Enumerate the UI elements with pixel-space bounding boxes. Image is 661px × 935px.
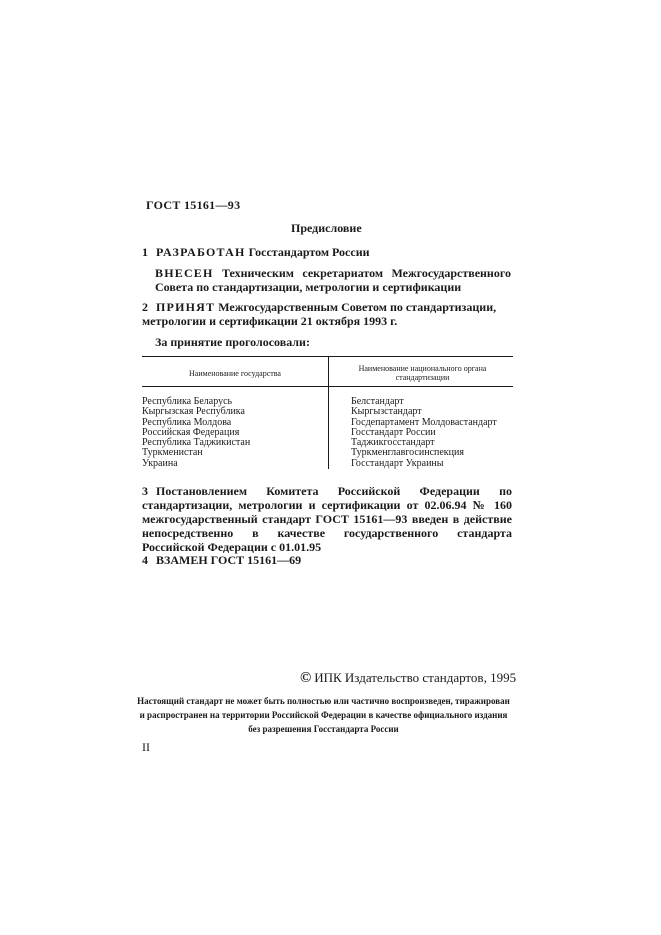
item-label: ВНЕСЕН — [155, 266, 214, 280]
item-label: РАЗРАБОТАН — [156, 245, 246, 259]
table-header-state: Наименование государства — [189, 369, 281, 378]
copyright-text: ИПК Издательство стандартов, 1995 — [314, 670, 517, 685]
table-cell-state: Украина — [142, 457, 178, 469]
page-number: II — [142, 740, 150, 754]
copyright-icon: © — [300, 670, 312, 686]
table-column-bodies — [351, 397, 497, 469]
table-cell-state: Туркменистан — [142, 447, 203, 459]
item-number: 2 — [142, 300, 148, 314]
item-developed — [142, 245, 370, 260]
table-header-body: Наименование национального органа стандартизации — [358, 364, 487, 382]
table-cell-body: Белстандарт — [351, 396, 404, 407]
item-number: 1 — [142, 245, 148, 259]
table-cell-body: Госстандарт Украины — [351, 457, 444, 469]
item-label: ПРИНЯТ — [156, 300, 216, 314]
item-text: Межгосударственным Советом по стандартизации, метрологии и сертификации 21 октября 1993 г. — [142, 300, 497, 328]
table-cell-state: Кыргызская Республика — [142, 406, 245, 418]
item-adopted — [142, 300, 512, 328]
table-cell-body: Туркменглавгосинспекция — [351, 447, 464, 459]
foreword-title: Предисловие — [291, 221, 362, 235]
table-column-divider — [328, 356, 329, 469]
reproduction-notice: Настоящий стандарт не может быть полностью или частично воспроизведен, тиражирован и распространен на территории Российской Федерации в качестве официального издания без разрешения Госстандарта России — [137, 696, 510, 734]
table-cell-body: Таджикгосстандарт — [351, 437, 435, 449]
item-enacted — [142, 484, 512, 554]
item-text: Техническим секретариатом Межгосударственного Совета по стандартизации, метрологии и сертификации — [155, 266, 511, 294]
item-replaces — [142, 553, 301, 568]
copyright-line — [300, 670, 516, 687]
table-column-states — [142, 397, 250, 469]
item-text: Госстандартом России — [245, 245, 370, 259]
table-cell-body: Госдепартамент Молдовастандарт — [351, 416, 497, 428]
item-text: ВЗАМЕН ГОСТ 15161—69 — [156, 553, 302, 567]
voted-heading: За принятие проголосовали: — [155, 335, 310, 349]
table-cell-state: Республика Молдова — [142, 416, 232, 428]
table-cell-state: Республика Таджикистан — [142, 437, 251, 449]
table-cell-state: Российская Федерация — [142, 426, 240, 438]
item-number: 4 — [142, 553, 148, 567]
table-cell-body: Кыргызстандарт — [351, 406, 422, 418]
table-cell-body: Госстандарт России — [351, 426, 436, 438]
item-text: Постановлением Комитета Российской Федерации по стандартизации, метрологии и сертификации от 02.06.94 № 160 межгосударственный стандарт ГОСТ 15161—93 введен в действие непосредственно в качестве государственного стандарта Российской Федерации с 01.01.95 — [142, 484, 512, 554]
item-introduced — [155, 266, 511, 294]
document-code: ГОСТ 15161—93 — [146, 198, 241, 212]
item-number: 3 — [142, 484, 148, 498]
table-cell-state: Республика Беларусь — [142, 396, 233, 407]
